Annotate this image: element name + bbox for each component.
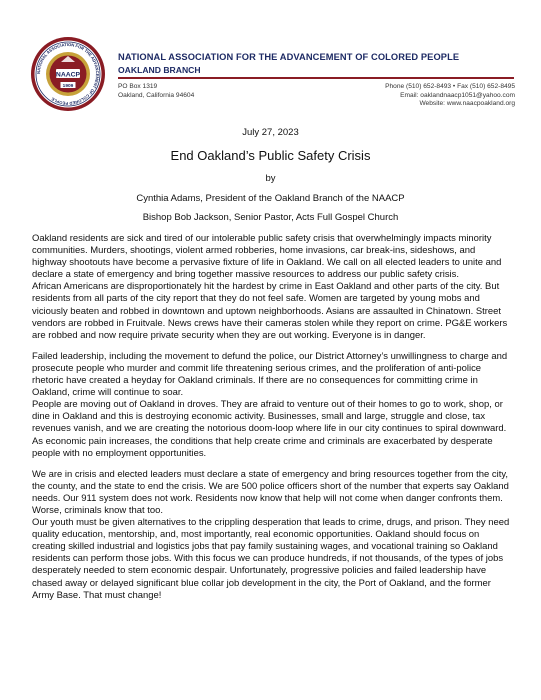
organization-name: NATIONAL ASSOCIATION FOR THE ADVANCEMENT OF COLORED PEOPLE [118,52,460,62]
paragraph-5: We are in crisis and elected leaders must declare a state of emergency and bring resources together from the city, the county, and the state to end the crisis. We are 500 police officers short of the number that experts say Oakland needs. Our 911 system does not work. Residents now know that help will not come when danger confronts them. Worse, criminals know that too. [32,468,509,516]
letter-body [32,233,512,602]
naacp-seal-logo [30,36,106,112]
branch-name: OAKLAND BRANCH [118,65,201,75]
seal-ring-text: NATIONAL ASSOCIATION FOR THE ADVANCEMENT OF COLORED PEOPLE [35,41,101,107]
author-jackson: Bishop Bob Jackson, Senior Pastor, Acts Full Gospel Church [142,212,399,223]
author-adams: Cynthia Adams, President of the Oakland Branch of the NAACP [136,193,405,204]
contact-info [385,83,515,109]
phone-fax: Phone (510) 652-8493 • Fax (510) 652-8495 [385,83,515,90]
seal-center-text: NAACP [55,71,81,79]
city-state-zip: Oakland, California 94604 [118,91,195,99]
letter-title: End Oakland’s Public Safety Crisis [170,148,371,163]
po-box: PO Box 1319 [118,83,158,90]
paragraph-2: African Americans are disproportionately hit the hardest by crime in East Oakland and other parts of the city. But residents from all parts of the city report that they do not feel safe. Women are targeted by young mobs and viciously beaten and robbed in downtown and uptown neighborhoods. Asians are assaulted in Chinatown. Street vendors are robbed in Fruitvale. News crews have their cameras stolen while they report on crime. PG&E workers are robbed and now require private security when they are out working. Everyone is in danger. [32,281,508,341]
email: Email: oaklandnaacp1051@yahoo.com [400,91,515,99]
letterhead-divider [118,77,514,79]
paragraph-3: Failed leadership, including the movement to defund the police, our District Attorney’s unwillingness to charge and prosecute people who murder and commit life threatening serious crimes, and the proliferation of anti-police rhetoric have created a heyday for Oakland criminals. If there are no consequences for committing crime in Oakland, crime will continue to soar. [32,350,508,399]
paragraph-4: People are moving out of Oakland in droves. They are afraid to venture out of their homes to go to work, shop, or dine in Oakland and this is destroying economic activity. Businesses, small and large, struggle and close, tax revenues vanish, and we are creating the notorious doom-loop where life in our city continues to spiral downward. As economic pain increases, the conditions that help create crime and criminals are exacerbated by desperate people with no employment opportunities. [32,399,507,459]
letter-date: July 27, 2023 [242,127,299,138]
paragraph-1: Oakland residents are sick and tired of our intolerable public safety crisis that overwhelmingly impacts minority communities. Murders, shootings, violent armed robberies, home invasions, car break-ins, sideshows, and highway shootouts have become a pervasive fixture of life in Oakland. We call on all elected leaders to unite and declare a state of emergency and bring together massive resources to address our public safety crisis. [32,233,502,281]
byline-by: by [265,173,276,184]
letterhead [30,36,515,112]
website: Website: www.naacpoakland.org [419,100,515,108]
mailing-address [118,83,194,100]
seal-year: 1909 [62,84,74,89]
paragraph-6: Our youth must be given alternatives to the crippling desperation that leads to crime, drugs, and prison. They need quality education, mentorship, and, most importantly, real economic opportunities. Oakland should focus on creating skilled industrial and logistics jobs that pay family sustaining wages, and vocational training so Oakland residents can perform those jobs. With this focus we can produce hundreds, if not thousands, of the types of jobs desperately needed to stem economic despair. Unfortunately, progressive policies and failed leadership have chased away or delayed significant blue collar job development in the city, the Port of Oakland, and the former Army Base. That must change! [32,517,510,601]
